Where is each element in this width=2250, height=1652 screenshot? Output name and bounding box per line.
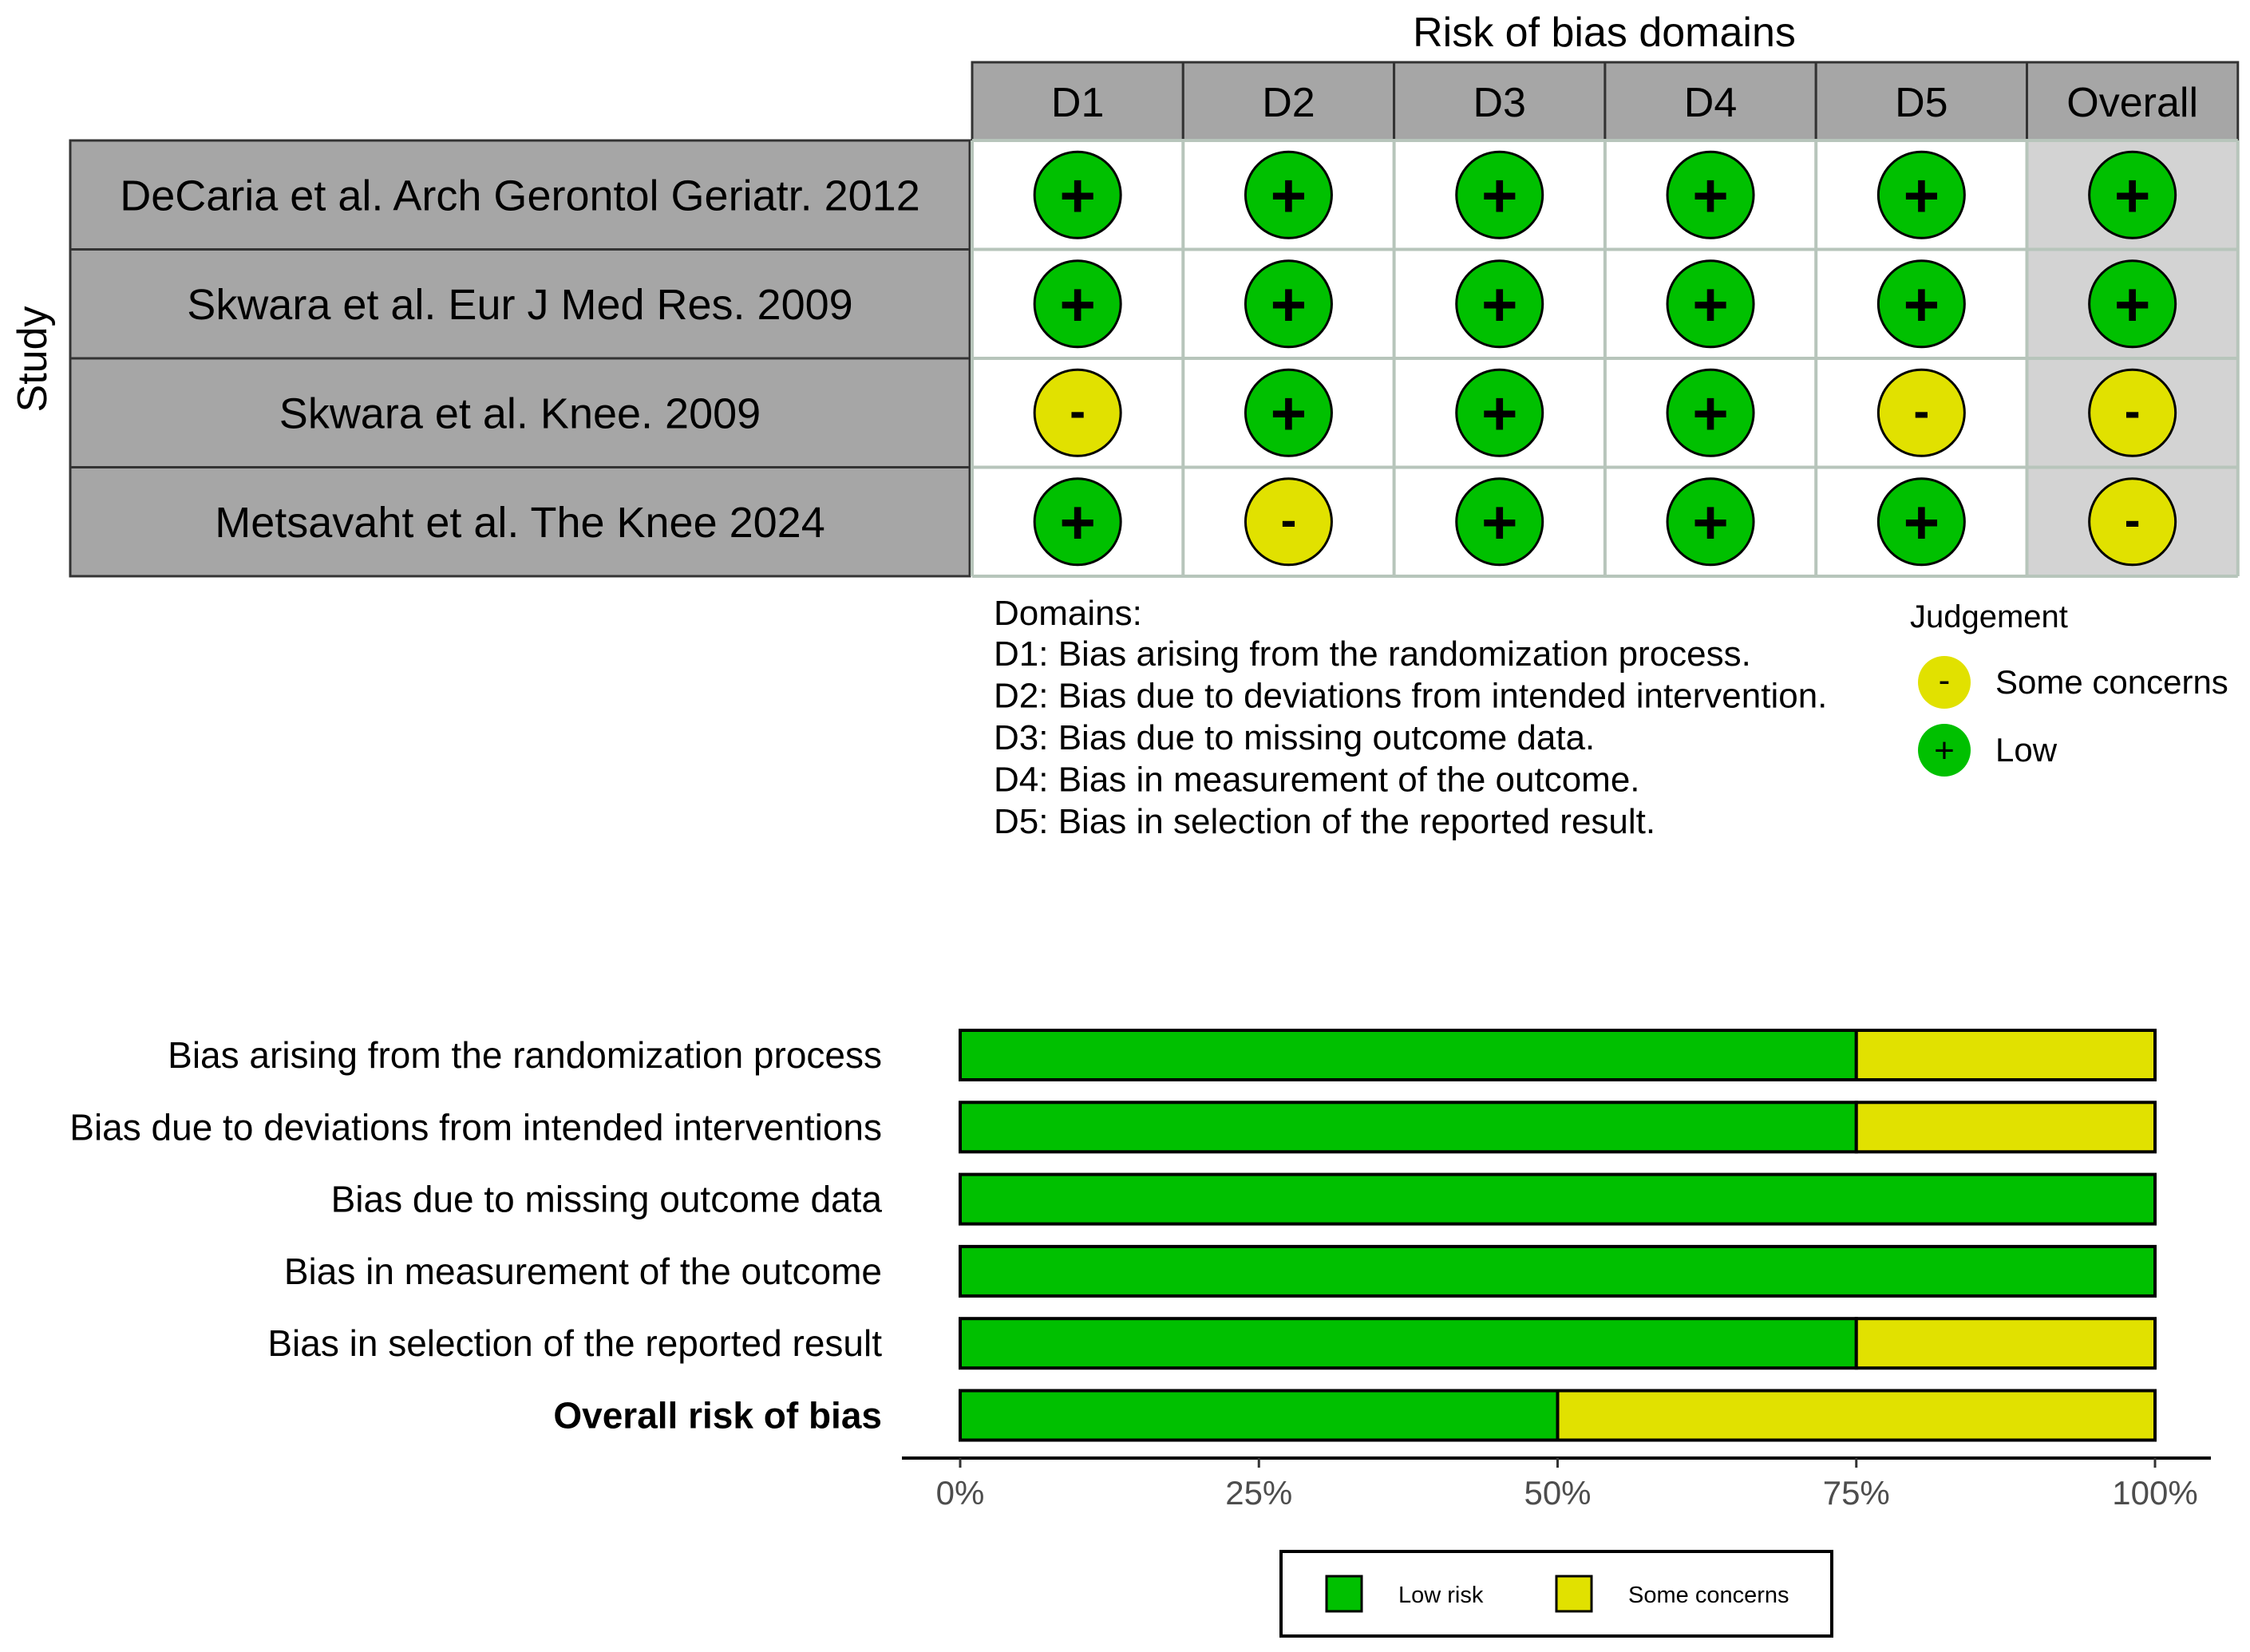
judgement-symbol: + xyxy=(1903,160,1940,231)
judgement-symbol: + xyxy=(1270,377,1307,449)
legend-symbol: - xyxy=(1938,661,1951,700)
judgement-low xyxy=(1667,479,1754,565)
x-tick-label: 25% xyxy=(1225,1474,1293,1512)
judgement-some-concerns xyxy=(1034,370,1121,456)
bar-segment-some-concerns xyxy=(1857,1030,2155,1080)
domain-description: D2: Bias due to deviations from intended intervention. xyxy=(994,676,1828,716)
judgement-low xyxy=(1034,479,1121,565)
bar-segment-low-risk xyxy=(960,1102,1857,1152)
judgement-low xyxy=(1667,152,1754,238)
domain-descriptions xyxy=(994,594,1827,841)
judgement-low xyxy=(1878,152,1964,238)
judgement-symbol: + xyxy=(1481,486,1518,557)
bar-segment-some-concerns xyxy=(1857,1102,2155,1152)
judgement-symbol: - xyxy=(2124,492,2141,547)
judgement-low xyxy=(1878,479,1964,565)
judgement-legend-item xyxy=(1918,656,2228,709)
judgement-some-concerns xyxy=(2090,370,2176,456)
bar-segment-low-risk xyxy=(960,1247,2155,1296)
judgement-low xyxy=(1245,370,1331,456)
judgement-some-concerns xyxy=(1245,479,1331,565)
study-label: Skwara et al. Knee. 2009 xyxy=(279,389,761,438)
legend-symbol: + xyxy=(1934,731,1955,770)
study-label-column xyxy=(70,140,970,576)
judgement-some-concerns xyxy=(1878,370,1964,456)
judgement-symbol: + xyxy=(1059,268,1096,339)
bar-segment-some-concerns xyxy=(1857,1318,2155,1368)
domain-header-label: Overall xyxy=(2066,80,2199,126)
x-tick-label: 50% xyxy=(1524,1474,1592,1512)
judgement-low xyxy=(2090,152,2176,238)
bar-category-label: Bias in selection of the reported result xyxy=(267,1322,882,1365)
study-label: DeCaria et al. Arch Gerontol Geriatr. 2012 xyxy=(120,172,920,220)
judgement-symbol: + xyxy=(1059,160,1096,231)
judgement-low xyxy=(1245,261,1331,347)
bar-segment-low-risk xyxy=(960,1175,2155,1224)
bar-legend xyxy=(1281,1551,1832,1636)
study-axis-label: Study xyxy=(10,306,56,413)
bar-segment-low-risk xyxy=(960,1030,1857,1080)
domain-description: D5: Bias in selection of the reported result. xyxy=(994,802,1656,841)
judgement-low xyxy=(1457,479,1543,565)
judgement-symbol: + xyxy=(1270,268,1307,339)
domain-header-label: D4 xyxy=(1683,80,1738,126)
judgement-grid xyxy=(972,140,2238,576)
judgement-symbol: + xyxy=(1903,486,1940,557)
domain-description: D3: Bias due to missing outcome data. xyxy=(994,718,1596,757)
bar-segment-low-risk xyxy=(960,1318,1857,1368)
judgement-legend-item xyxy=(1918,724,2058,777)
judgement-symbol: + xyxy=(1903,268,1940,339)
bar-legend-swatch xyxy=(1556,1576,1592,1611)
domain-header-label: D2 xyxy=(1262,80,1315,126)
study-label: Skwara et al. Eur J Med Res. 2009 xyxy=(187,280,853,329)
bar-category-label: Bias due to missing outcome data xyxy=(330,1178,882,1220)
judgement-low xyxy=(1878,261,1964,347)
bar-category-label: Bias in measurement of the outcome xyxy=(283,1250,882,1292)
judgement-symbol: + xyxy=(1692,268,1729,339)
judgement-symbol: + xyxy=(2114,160,2151,231)
judgement-low xyxy=(1034,261,1121,347)
traffic-light-plot xyxy=(10,10,2238,841)
judgement-low xyxy=(1667,370,1754,456)
judgement-symbol: + xyxy=(2114,268,2151,339)
judgement-symbol: - xyxy=(1070,384,1086,438)
judgement-low xyxy=(1457,261,1543,347)
judgement-symbol: + xyxy=(1270,160,1307,231)
bar-category-label: Overall risk of bias xyxy=(553,1394,882,1437)
domain-header-label: D5 xyxy=(1895,80,1948,126)
domains-heading: Domains: xyxy=(994,594,1142,633)
bar-legend-label: Low risk xyxy=(1398,1583,1484,1608)
bar-segment-low-risk xyxy=(960,1391,1558,1441)
domain-header-label: D1 xyxy=(1050,80,1105,126)
legend-label: Some concerns xyxy=(1995,663,2228,701)
judgement-symbol: - xyxy=(2124,384,2141,438)
domain-description: D1: Bias arising from the randomization process. xyxy=(994,634,1751,674)
legend-label: Low xyxy=(1995,731,2058,769)
bar-category-label: Bias due to deviations from intended interventions xyxy=(69,1106,882,1148)
judgement-symbol: + xyxy=(1481,377,1518,449)
judgement-symbol: - xyxy=(1280,492,1297,547)
study-label: Metsavaht et al. The Knee 2024 xyxy=(215,498,825,547)
domain-description: D4: Bias in measurement of the outcome. xyxy=(994,760,1640,800)
judgement-low xyxy=(1034,152,1121,238)
bar-legend-swatch xyxy=(1327,1576,1362,1611)
judgement-legend xyxy=(1910,599,2228,777)
judgement-legend-title: Judgement xyxy=(1910,599,2068,634)
judgement-symbol: + xyxy=(1059,486,1096,557)
judgement-symbol: + xyxy=(1692,160,1729,231)
judgement-symbol: + xyxy=(1692,486,1729,557)
judgement-low xyxy=(2090,261,2176,347)
bar-legend-label: Some concerns xyxy=(1628,1583,1789,1608)
bar-category-labels xyxy=(69,1034,882,1437)
domain-header-label: D3 xyxy=(1473,80,1526,126)
judgement-symbol: + xyxy=(1481,160,1518,231)
judgement-low xyxy=(1667,261,1754,347)
judgement-symbol: + xyxy=(1692,377,1729,449)
traffic-light-title: Risk of bias domains xyxy=(1413,10,1796,56)
domain-header-row xyxy=(972,62,2238,140)
judgement-low xyxy=(1457,152,1543,238)
bar-segment-some-concerns xyxy=(1558,1391,2156,1441)
judgement-symbol: - xyxy=(1913,384,1930,438)
bar-series xyxy=(960,1030,2155,1441)
x-tick-label: 0% xyxy=(935,1474,985,1512)
judgement-symbol: + xyxy=(1481,268,1518,339)
bar-category-label: Bias arising from the randomization process xyxy=(168,1034,882,1076)
x-tick-label: 75% xyxy=(1822,1474,1890,1512)
summary-bar-chart xyxy=(69,1030,2211,1636)
judgement-low xyxy=(1457,370,1543,456)
judgement-low xyxy=(1245,152,1331,238)
judgement-some-concerns xyxy=(2090,479,2176,565)
x-axis xyxy=(902,1458,2211,1512)
x-tick-label: 100% xyxy=(2112,1474,2198,1512)
